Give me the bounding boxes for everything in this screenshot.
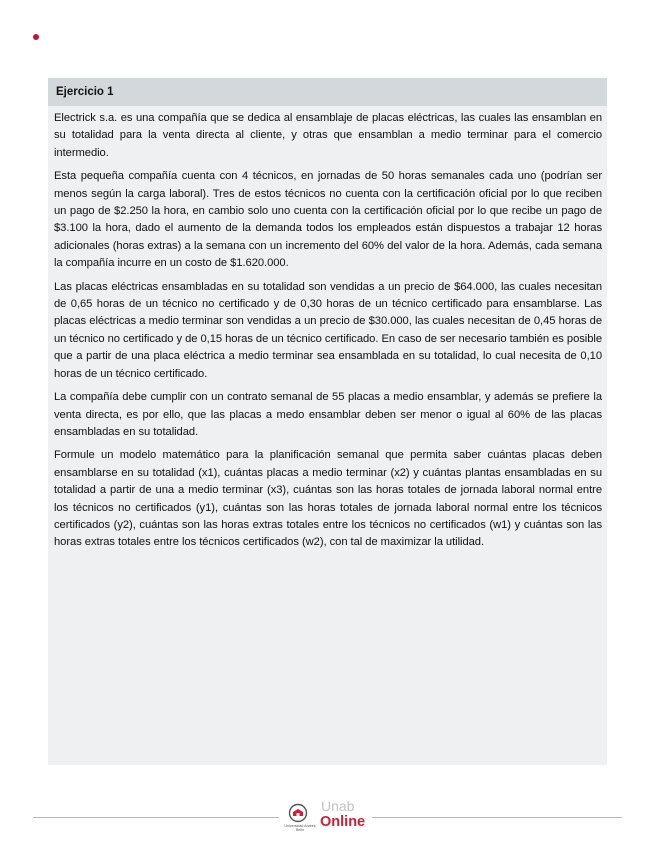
- exercise-card: [48, 78, 607, 765]
- footer-divider-right: [372, 817, 622, 818]
- exercise-paragraph-2: Esta pequeña compañía cuenta con 4 técnicos, en jornadas de 50 horas semanales cada uno (podrían ser menos según la carga laboral). Tres de estos técnicos no cuenta con la certificación oficial por lo que reciben un pago de $2.250 la hora, en cambio solo uno cuenta con la certificación oficial por lo que recibe un pago de $3.100 la hora, dado el aumento de la demanda todos los empleados están dispuestos a trabajar 12 horas adicionales (horas extras) a la semana con un incremento del 60% del valor de la hora. Además, cada semana la compañía incurre en un costo de $1.620.000.: [54, 170, 602, 270]
- exercise-body: [48, 106, 607, 552]
- exercise-paragraph-1: Electrick s.a. es una compañía que se dedica al ensamblaje de placas eléctricas, las cuales las ensamblan en su totalidad para la venta directa al cliente, y otras que ensamblan a medio terminar para el comercio intermedio.: [54, 112, 602, 159]
- exercise-title: Ejercicio 1: [48, 78, 607, 106]
- logo-unab: Unab: [321, 798, 355, 814]
- bullet-marker: [33, 34, 39, 40]
- exercise-paragraph-3: Las placas eléctricas ensambladas en su totalidad son vendidas a un precio de $64.000, las cuales necesitan de 0,65 horas de un técnico no certificado y de 0,30 horas de un técnico certificado para ensamblarse. Las placas eléctricas a medio terminar son vendidas a un precio de $30.000, las cuales necesitan de 0,45 horas de un técnico no certificado y de 0,15 horas de un técnico certificado. En caso de ser necesario también es posible que a partir de una placa eléctrica a medio terminar sea ensamblada en su totalidad, lo cual necesita de 0,10 horas de un técnico certificado.: [54, 280, 602, 380]
- footer-divider-left: [33, 817, 279, 818]
- exercise-paragraph-4: La compañía debe cumplir con un contrato semanal de 55 placas a medio ensamblar, y además se prefiere la venta directa, es por ello, que las placas a medo ensamblar deben ser menor o igual al 60% de las placas ensambladas en su totalidad.: [54, 391, 602, 438]
- logo-university-name: Universidad Andrés Bello: [284, 824, 316, 832]
- unab-online-logo: [284, 797, 370, 837]
- exercise-paragraph-5: Formule un modelo matemático para la planificación semanal que permita saber cuántas placas deben ensamblarse en su totalidad (x1), cuántas placas a medio terminar (x2) y cuántas plantas ensambladas en su totalidad a partir de una a medio terminar (x3), cuántas son las horas totales de jornada laboral normal entre los técnicos no certificados (y1), cuántas son las horas totales de jornada laboral normal entre los técnicos certificados (y2), cuántas son las horas extras totales entre los técnicos no certificados (w1) y cuántas son las horas extras totales entre los técnicos certificados (w2), con tal de maximizar la utilidad.: [54, 449, 602, 549]
- logo-online: Online: [320, 814, 366, 830]
- university-crest-icon: [286, 803, 310, 823]
